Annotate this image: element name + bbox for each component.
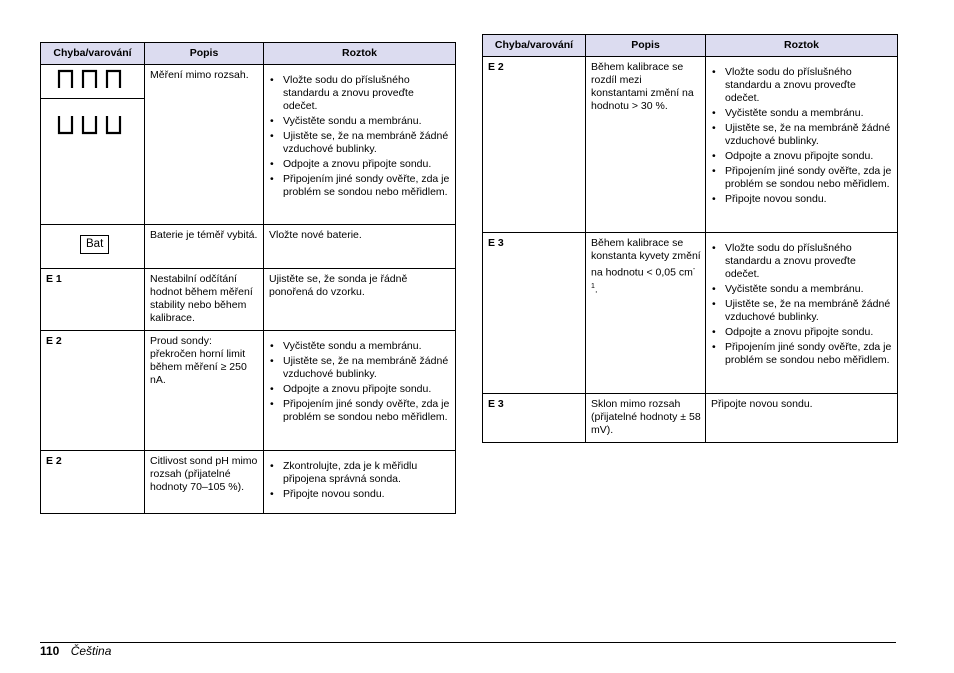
battery-icon: Bat xyxy=(80,235,109,254)
description-cell: Citlivost sond pH mimo rozsah (přijatelné hodnoty 70–105 %). xyxy=(145,451,264,514)
description-cell: Nestabilní odčítání hodnot během měření stability nebo během kalibrace. xyxy=(145,269,264,331)
code-cell: E 1 xyxy=(41,269,145,331)
solution-item: • Připojením jiné sondy ověřte, zda je problém se sondou nebo měřidlem. xyxy=(270,398,450,423)
error-table-right xyxy=(482,34,898,443)
under-range-display-icon xyxy=(41,111,144,136)
page-number: 110 xyxy=(40,644,60,658)
solution-item: • Připojením jiné sondy ověřte, zda je problém se sondou nebo měřidlem. xyxy=(712,341,892,366)
solution-item: • Vyčistěte sondu a membránu. xyxy=(270,340,422,352)
solution-item: • Připojte novou sondu. xyxy=(712,193,827,205)
solution-item: • Vyčistěte sondu a membránu. xyxy=(712,107,864,119)
footer-divider xyxy=(40,642,896,643)
code-cell: E 2 xyxy=(41,331,145,451)
table-row xyxy=(41,269,456,331)
solution-item: • Vyčistěte sondu a membránu. xyxy=(270,115,422,127)
page-footer xyxy=(40,644,111,658)
solution-item: • Vložte sodu do příslušného standardu a znovu proveďte odečet. xyxy=(712,242,856,280)
solution-item: • Ujistěte se, že na membráně žádné vzduchové bublinky. xyxy=(270,355,449,380)
header-solution: Roztok xyxy=(264,43,456,65)
header-description: Popis xyxy=(145,43,264,65)
header-description: Popis xyxy=(586,35,706,57)
solution-item: • Odpojte a znovu připojte sondu. xyxy=(270,383,432,395)
over-range-display-icon xyxy=(41,65,144,90)
header-code: Chyba/varování xyxy=(483,35,586,57)
table-row xyxy=(41,331,456,451)
solution-cell xyxy=(706,57,898,233)
solution-cell xyxy=(264,451,456,514)
solution-item: • Připojením jiné sondy ověřte, zda je problém se sondou nebo měřidlem. xyxy=(712,165,892,190)
solution-cell xyxy=(706,233,898,394)
solution-item: • Připojením jiné sondy ověřte, zda je problém se sondou nebo měřidlem. xyxy=(270,173,450,198)
solution-item: • Vložte sodu do příslušného standardu a znovu proveďte odečet. xyxy=(712,66,856,104)
solution-item: • Ujistěte se, že na membráně žádné vzduchové bublinky. xyxy=(712,122,891,147)
table-row xyxy=(483,57,898,233)
description-cell: Sklon mimo rozsah (přijatelné hodnoty ± 58 mV). xyxy=(586,394,706,443)
description-cell: Měření mimo rozsah. xyxy=(145,65,264,225)
solution-item: • Vyčistěte sondu a membránu. xyxy=(712,283,864,295)
header-solution: Roztok xyxy=(706,35,898,57)
table-row xyxy=(483,394,898,443)
table-header-row xyxy=(483,35,898,57)
table-row xyxy=(41,451,456,514)
language-label: Čeština xyxy=(70,644,112,658)
solution-item: • Vložte sodu do příslušného standardu a znovu proveďte odečet. xyxy=(270,74,414,112)
table-row xyxy=(483,233,898,394)
solution-item: • Ujistěte se, že na membráně žádné vzduchové bublinky. xyxy=(712,298,891,323)
solution-cell: Vložte nové baterie. xyxy=(264,225,456,269)
code-cell-display-icons xyxy=(41,65,145,225)
solution-item: • Zkontrolujte, zda je k měřidlu připojena správná sonda. xyxy=(270,460,418,485)
table-header-row xyxy=(41,43,456,65)
code-cell: E 3 xyxy=(483,233,586,394)
solution-cell xyxy=(264,331,456,451)
table-row xyxy=(41,65,456,225)
solution-cell: Ujistěte se, že sonda je řádně ponořená do vzorku. xyxy=(264,269,456,331)
code-cell: E 2 xyxy=(483,57,586,233)
solution-item: • Odpojte a znovu připojte sondu. xyxy=(270,158,432,170)
description-cell: Baterie je téměř vybitá. xyxy=(145,225,264,269)
description-cell: Během kalibrace se konstanta kyvety změní na hodnotu < 0,05 $cm^{-1}$. xyxy=(586,233,706,394)
solution-item: • Odpojte a znovu připojte sondu. xyxy=(712,150,874,162)
solution-item: • Připojte novou sondu. xyxy=(270,488,385,500)
solution-item: • Ujistěte se, že na membráně žádné vzduchové bublinky. xyxy=(270,130,449,155)
table-row xyxy=(41,225,456,269)
description-cell: Proud sondy: překročen horní limit během měření ≥ 250 nA. xyxy=(145,331,264,451)
error-table-left xyxy=(40,42,456,514)
description-cell: Během kalibrace se rozdíl mezi konstantami změní na hodnotu > 30 %. xyxy=(586,57,706,233)
code-cell: E 3 xyxy=(483,394,586,443)
solution-cell xyxy=(264,65,456,225)
header-code: Chyba/varování xyxy=(41,43,145,65)
solution-cell: Připojte novou sondu. xyxy=(706,394,898,443)
code-cell: E 2 xyxy=(41,451,145,514)
solution-item: • Odpojte a znovu připojte sondu. xyxy=(712,326,874,338)
code-cell xyxy=(41,225,145,269)
